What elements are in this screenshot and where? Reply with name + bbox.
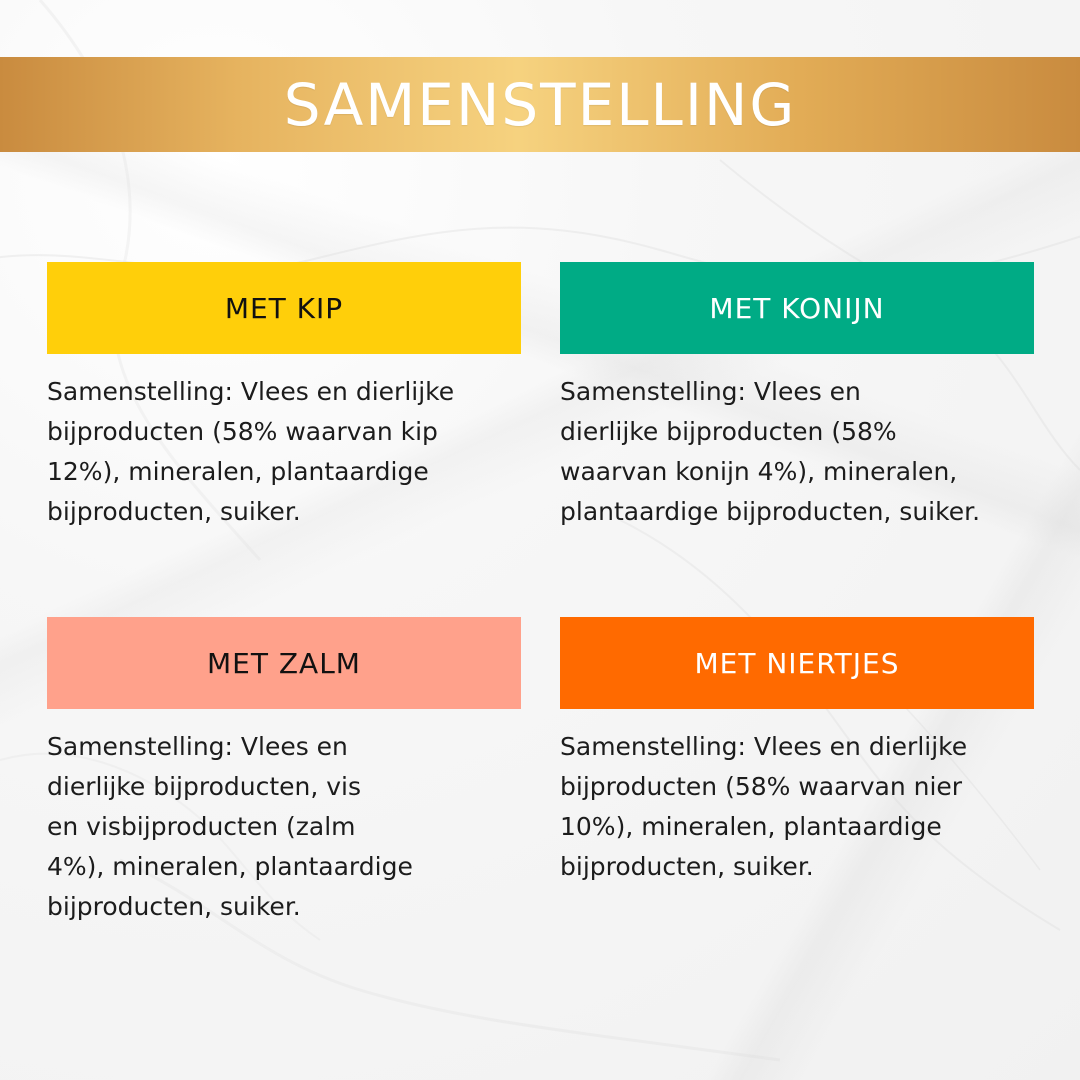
section-header-kip (47, 262, 521, 354)
section-description-zalm: Samenstelling: Vlees en dierlijke bijproducten, vis en visbijproducten (zalm 4%), mineralen, plantaardige bijproducten, suiker. (47, 732, 413, 921)
section-description-kip: Samenstelling: Vlees en dierlijke bijproducten (58% waarvan kip 12%), mineralen, plantaardige bijproducten, suiker. (47, 377, 455, 526)
section-heading-niertjes: MET NIERTJES (694, 646, 900, 680)
section-header-zalm (47, 617, 521, 709)
section-header-konijn (560, 262, 1034, 354)
section-heading-konijn: MET KONIJN (709, 291, 885, 325)
section-konijn (560, 262, 1034, 532)
section-description-niertjes: Samenstelling: Vlees en dierlijke bijproducten (58% waarvan nier 10%), mineralen, plantaardige bijproducten, suiker. (560, 732, 968, 881)
section-zalm (47, 617, 521, 927)
section-heading-kip: MET KIP (224, 291, 344, 325)
section-kip (47, 262, 521, 532)
section-description-konijn: Samenstelling: Vlees en dierlijke bijproducten (58% waarvan konijn 4%), mineralen, plantaardige bijproducten, suiker. (560, 377, 981, 526)
section-niertjes (560, 617, 1034, 887)
section-header-niertjes (560, 617, 1034, 709)
section-heading-zalm: MET ZALM (207, 646, 361, 680)
page-title: SAMENSTELLING (283, 70, 797, 139)
title-banner (0, 57, 1080, 152)
